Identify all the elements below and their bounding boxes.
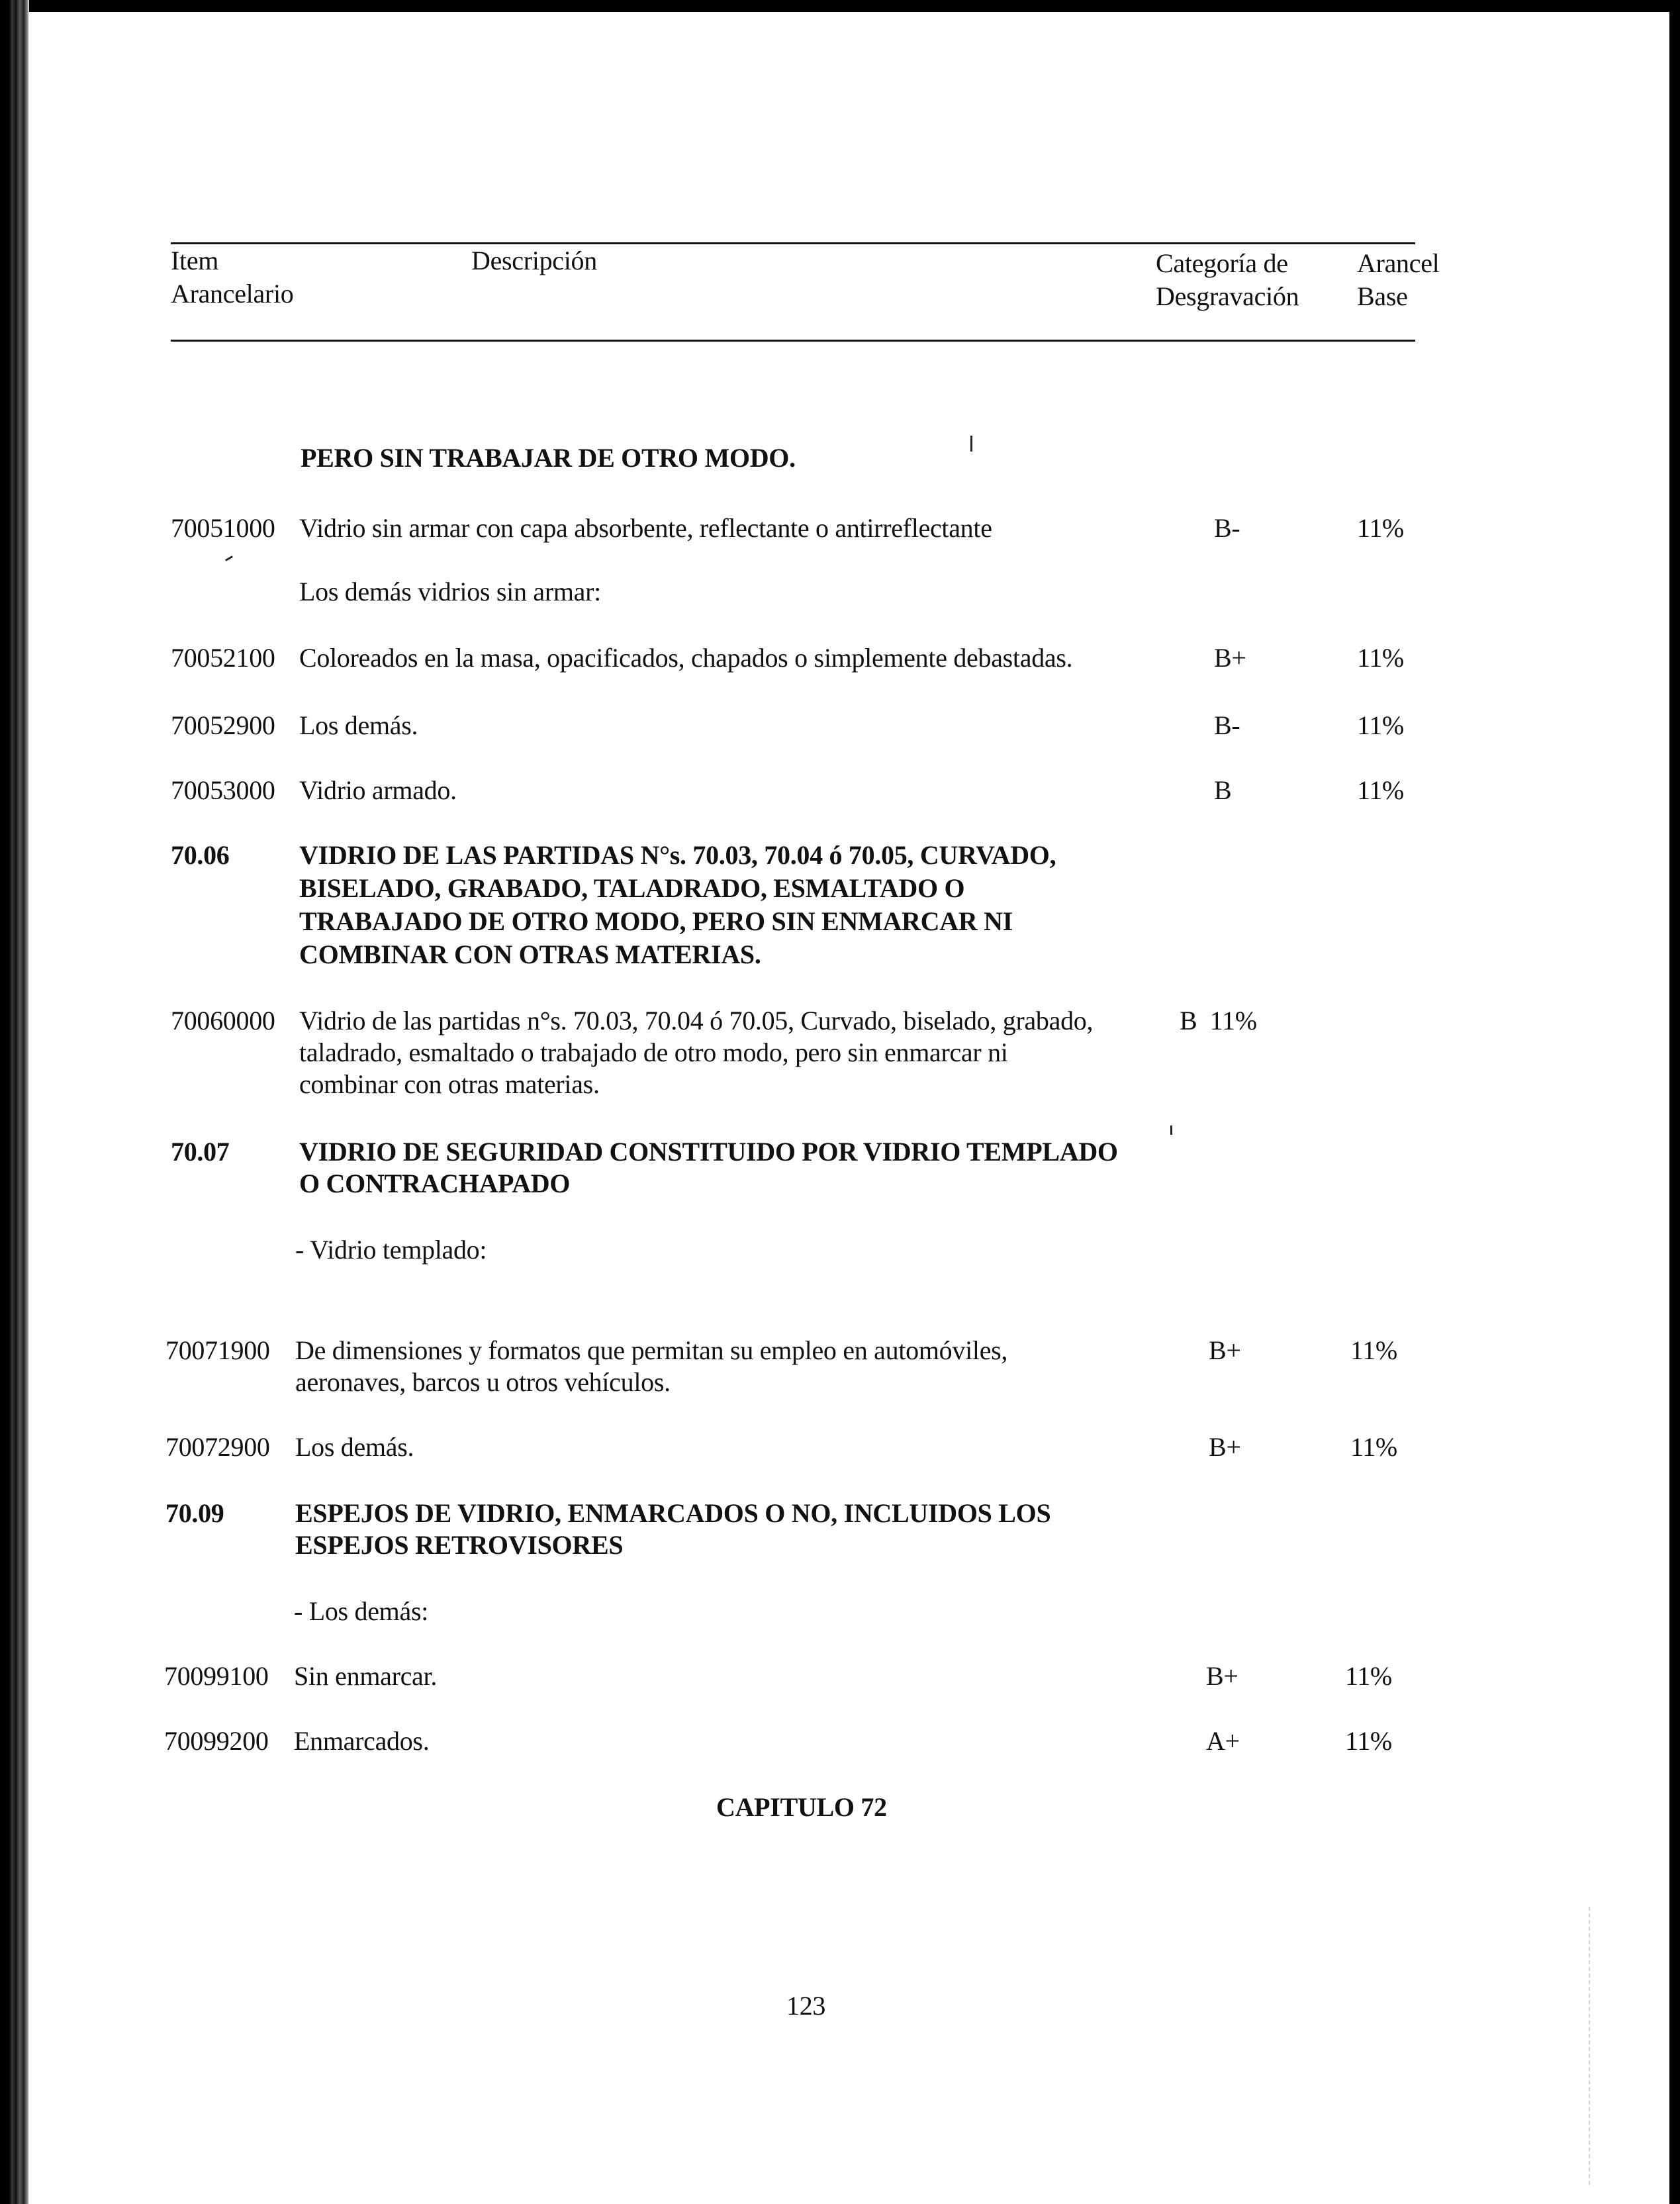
- row-description: Enmarcados.: [294, 1726, 430, 1756]
- scan-border-top: [0, 0, 1680, 12]
- header-top-rule: [171, 242, 1415, 244]
- row-category: B+: [1209, 1432, 1241, 1462]
- row-description: PERO SIN TRABAJAR DE OTRO MODO.: [301, 443, 796, 473]
- row-heading-line: VIDRIO DE LAS PARTIDAS N°s. 70.03, 70.04 ó 70.05, CURVADO,: [299, 840, 1056, 870]
- scan-border-left: [0, 0, 29, 2204]
- row-description-line: taladrado, esmaltado o trabajado de otro modo, pero sin enmarcar ni: [299, 1037, 1008, 1067]
- row-description-line: aeronaves, barcos u otros vehículos.: [295, 1367, 671, 1397]
- row-base-rate: 11%: [1345, 1661, 1392, 1691]
- row-base-rate: 11%: [1357, 775, 1404, 805]
- row-description: - Los demás:: [294, 1596, 429, 1626]
- row-category: B+: [1214, 643, 1246, 673]
- row-heading-line: VIDRIO DE SEGURIDAD CONSTITUIDO POR VIDRIO TEMPLADO: [299, 1137, 1118, 1167]
- header-item-line2: Arancelario: [171, 279, 294, 309]
- header-descripcion: Descripción: [471, 246, 597, 275]
- row-base-rate: 11%: [1357, 513, 1404, 543]
- scan-border-right: [1669, 0, 1680, 2204]
- row-heading-code: 70.09: [165, 1498, 224, 1528]
- row-item-code: 70072900: [165, 1432, 270, 1462]
- chapter-title: CAPITULO 72: [716, 1792, 887, 1822]
- row-item-code: 70051000: [171, 513, 275, 543]
- header-arancel-line2: Base: [1357, 281, 1408, 311]
- row-description: Los demás vidrios sin armar:: [299, 577, 601, 606]
- row-category: B+: [1206, 1661, 1238, 1691]
- row-description: Vidrio sin armar con capa absorbente, reflectante o antirreflectante: [299, 513, 992, 543]
- scan-speck: [1170, 1126, 1172, 1135]
- row-base-rate: 11%: [1350, 1335, 1397, 1365]
- row-base-rate: 11%: [1345, 1726, 1392, 1756]
- row-item-code: 70060000: [171, 1006, 275, 1035]
- header-categoria-line2: Desgravación: [1156, 281, 1299, 311]
- page-number: 123: [786, 1991, 826, 2021]
- header-item-line1: Item: [171, 246, 219, 275]
- row-description: Los demás.: [295, 1432, 414, 1462]
- row-heading-line: BISELADO, GRABADO, TALADRADO, ESMALTADO O: [299, 873, 965, 903]
- row-description-line: Vidrio de las partidas n°s. 70.03, 70.04 ó 70.05, Curvado, biselado, grabado,: [299, 1006, 1094, 1035]
- row-heading-line: COMBINAR CON OTRAS MATERIAS.: [299, 939, 761, 969]
- row-item-code: 70099200: [164, 1726, 269, 1756]
- row-base-rate: 11%: [1357, 643, 1404, 673]
- scan-speck: [225, 555, 233, 561]
- row-category: A+: [1206, 1726, 1240, 1756]
- row-description: Sin enmarcar.: [294, 1661, 438, 1691]
- header-categoria-line1: Categoría de: [1156, 248, 1288, 278]
- row-category: B-: [1214, 710, 1240, 740]
- row-base-rate: 11%: [1350, 1432, 1397, 1462]
- row-heading-code: 70.07: [171, 1137, 230, 1167]
- row-category-and-rate: B 11%: [1180, 1006, 1257, 1035]
- row-heading-line: ESPEJOS RETROVISORES: [295, 1530, 624, 1560]
- row-description: Coloreados en la masa, opacificados, chapados o simplemente debastadas.: [299, 643, 1073, 673]
- row-description: - Vidrio templado:: [295, 1235, 487, 1265]
- row-item-code: 70052100: [171, 643, 275, 673]
- row-heading-line: TRABAJADO DE OTRO MODO, PERO SIN ENMARCAR NI: [299, 906, 1013, 936]
- scan-speck: [970, 436, 972, 452]
- header-bottom-rule: [171, 340, 1415, 342]
- row-category: B: [1214, 775, 1232, 805]
- row-item-code: 70052900: [171, 710, 275, 740]
- row-item-code: 70099100: [164, 1661, 269, 1691]
- row-base-rate: 11%: [1357, 710, 1404, 740]
- row-heading-line: ESPEJOS DE VIDRIO, ENMARCADOS O NO, INCLUIDOS LOS: [295, 1498, 1051, 1528]
- row-description: Vidrio armado.: [299, 775, 457, 805]
- row-heading-code: 70.06: [171, 840, 230, 870]
- row-item-code: 70071900: [165, 1335, 270, 1365]
- row-item-code: 70053000: [171, 775, 275, 805]
- row-description: Los demás.: [299, 710, 418, 740]
- row-category: B-: [1214, 513, 1240, 543]
- header-arancel-line1: Arancel: [1357, 248, 1440, 278]
- row-description-line: combinar con otras materias.: [299, 1069, 600, 1099]
- scan-edge-marks: [1589, 1907, 1669, 2185]
- row-category: B+: [1209, 1335, 1241, 1365]
- row-heading-line: O CONTRACHAPADO: [299, 1169, 571, 1198]
- row-description-line: De dimensiones y formatos que permitan su empleo en automóviles,: [295, 1335, 1008, 1365]
